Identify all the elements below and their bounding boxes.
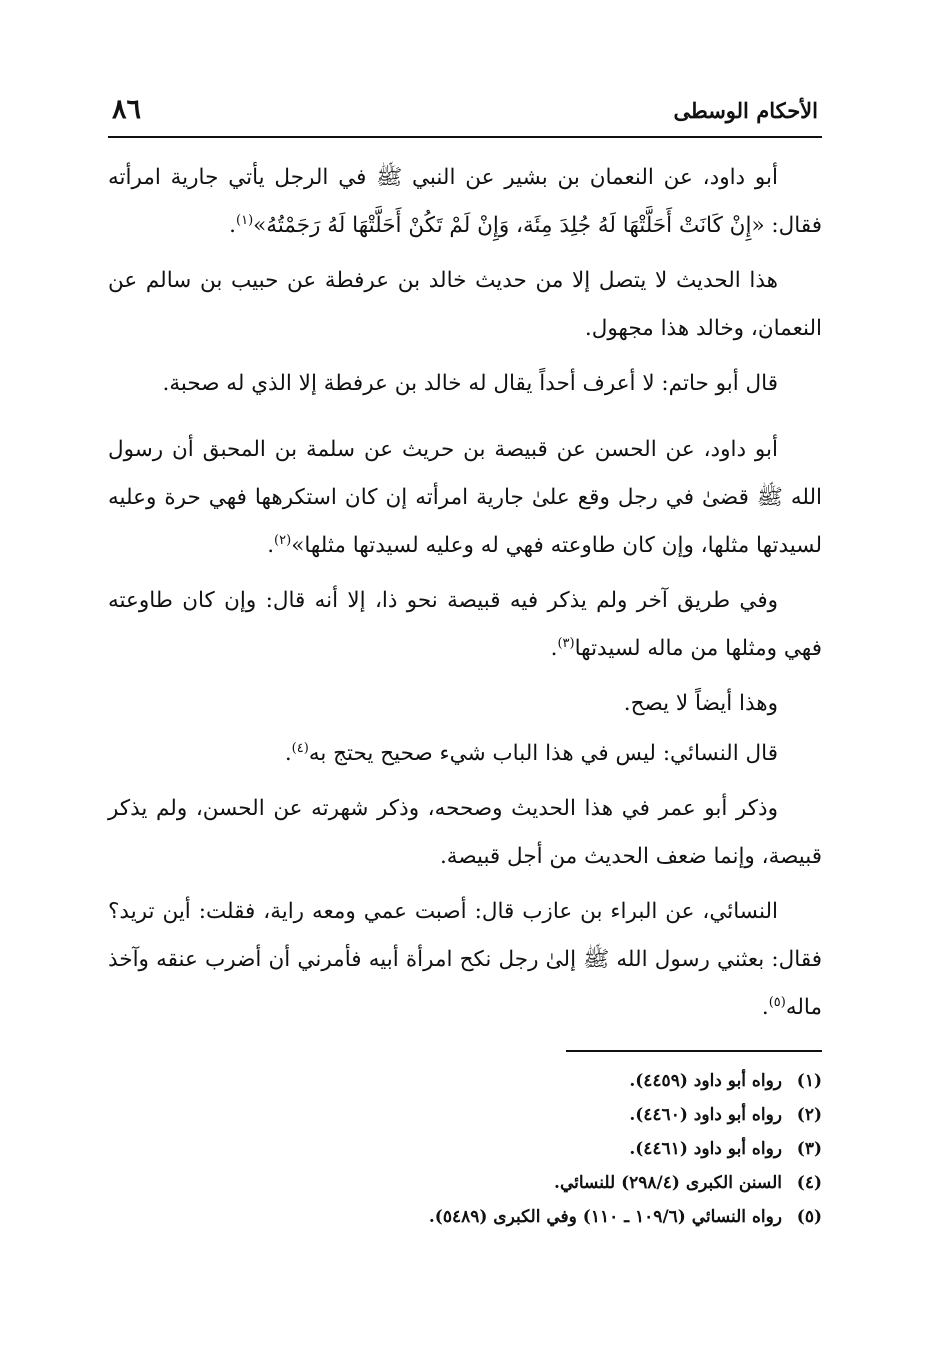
footnote-divider [566, 1050, 822, 1052]
footnotes-list [108, 1064, 822, 1234]
paragraph-5: وفي طريق آخر ولم يذكر فيه قبيصة نحو ذا، إلا أنه قال: وإن كان طاوعته فهي ومثلها من ماله لسيدتها$^{(٣)}$. [108, 588, 822, 661]
paragraph-8: وذكر أبو عمر في هذا الحديث وصححه، وذكر شهرته عن الحسن، ولم يذكر قبيصة، وإنما ضعف الحديث من أجل قبيصة. [108, 796, 822, 869]
footnote-ref-1: (١) [236, 212, 254, 228]
footnote-ref-3: (٣) [557, 635, 575, 651]
paragraph-1: أبو داود، عن النعمان بن بشير عن النبي ﷺ في الرجل يأتي جارية امرأته فقال: «إِنْ كَانَتْ أَحَلَّتْهَا لَهُ جُلِدَ مِئَة، وَإِنْ لَمْ تَكُنْ أَحَلَّتْهَا لَهُ رَجَمْتُهُ»$^{(١)}$. [108, 165, 822, 238]
footnote-2: (٢) رواه أبو داود (٤٤٦٠). [629, 1105, 822, 1125]
paragraph-2: هذا الحديث لا يتصل إلا من حديث خالد بن عرفطة عن حبيب بن سالم عن النعمان، وخالد هذا مجهول. [108, 268, 822, 341]
book-page [108, 92, 822, 1234]
footnote-ref-5: (٥) [768, 994, 786, 1010]
running-title: الأحكام الوسطى [673, 98, 818, 123]
page-header [108, 92, 822, 138]
main-text [108, 154, 822, 1032]
paragraph-9: النسائي، عن البراء بن عازب قال: أصبت عمي ومعه راية، فقلت: أين تريد؟ فقال: بعثني رسول الله ﷺ إلىٰ رجل نكح امرأة أبيه فأمرني أن أضرب عنقه وآخذ ماله$^{(٥)}$. [108, 899, 822, 1020]
footnote-4: (٤) السنن الكبرى (٢٩٨/٤) للنسائي. [554, 1173, 822, 1193]
footnote-3: (٣) رواه أبو داود (٤٤٦١). [629, 1139, 822, 1159]
paragraph-4: أبو داود، عن الحسن عن قبيصة بن حريث عن سلمة بن المحبق أن رسول الله ﷺ قضىٰ في رجل وقع علىٰ جارية امرأته إن كان استكرهها فهي حرة وعليه لسيدتها مثلها، وإن كان طاوعته فهي له وعليه لسيدتها مثلها»$^{(٢)}$. [108, 437, 822, 558]
paragraph-3: قال أبو حاتم: لا أعرف أحداً يقال له خالد بن عرفطة إلا الذي له صحبة. [162, 371, 778, 396]
footnote-5: (٥) رواه النسائي (١٠٩/٦ ـ ١١٠) وفي الكبرى (٥٤٨٩). [428, 1207, 822, 1227]
footnote-ref-2: (٢) [274, 532, 292, 548]
paragraph-7: قال النسائي: ليس في هذا الباب شيء صحيح يحتج به$^{(٤)}$. [284, 740, 778, 766]
paragraph-6: وهذا أيضاً لا يصح. [623, 691, 778, 716]
footnote-1: (١) رواه أبو داود (٤٤٥٩). [629, 1071, 822, 1091]
page-number: ٨٦ [112, 94, 142, 125]
footnote-ref-4: (٤) [291, 740, 309, 756]
